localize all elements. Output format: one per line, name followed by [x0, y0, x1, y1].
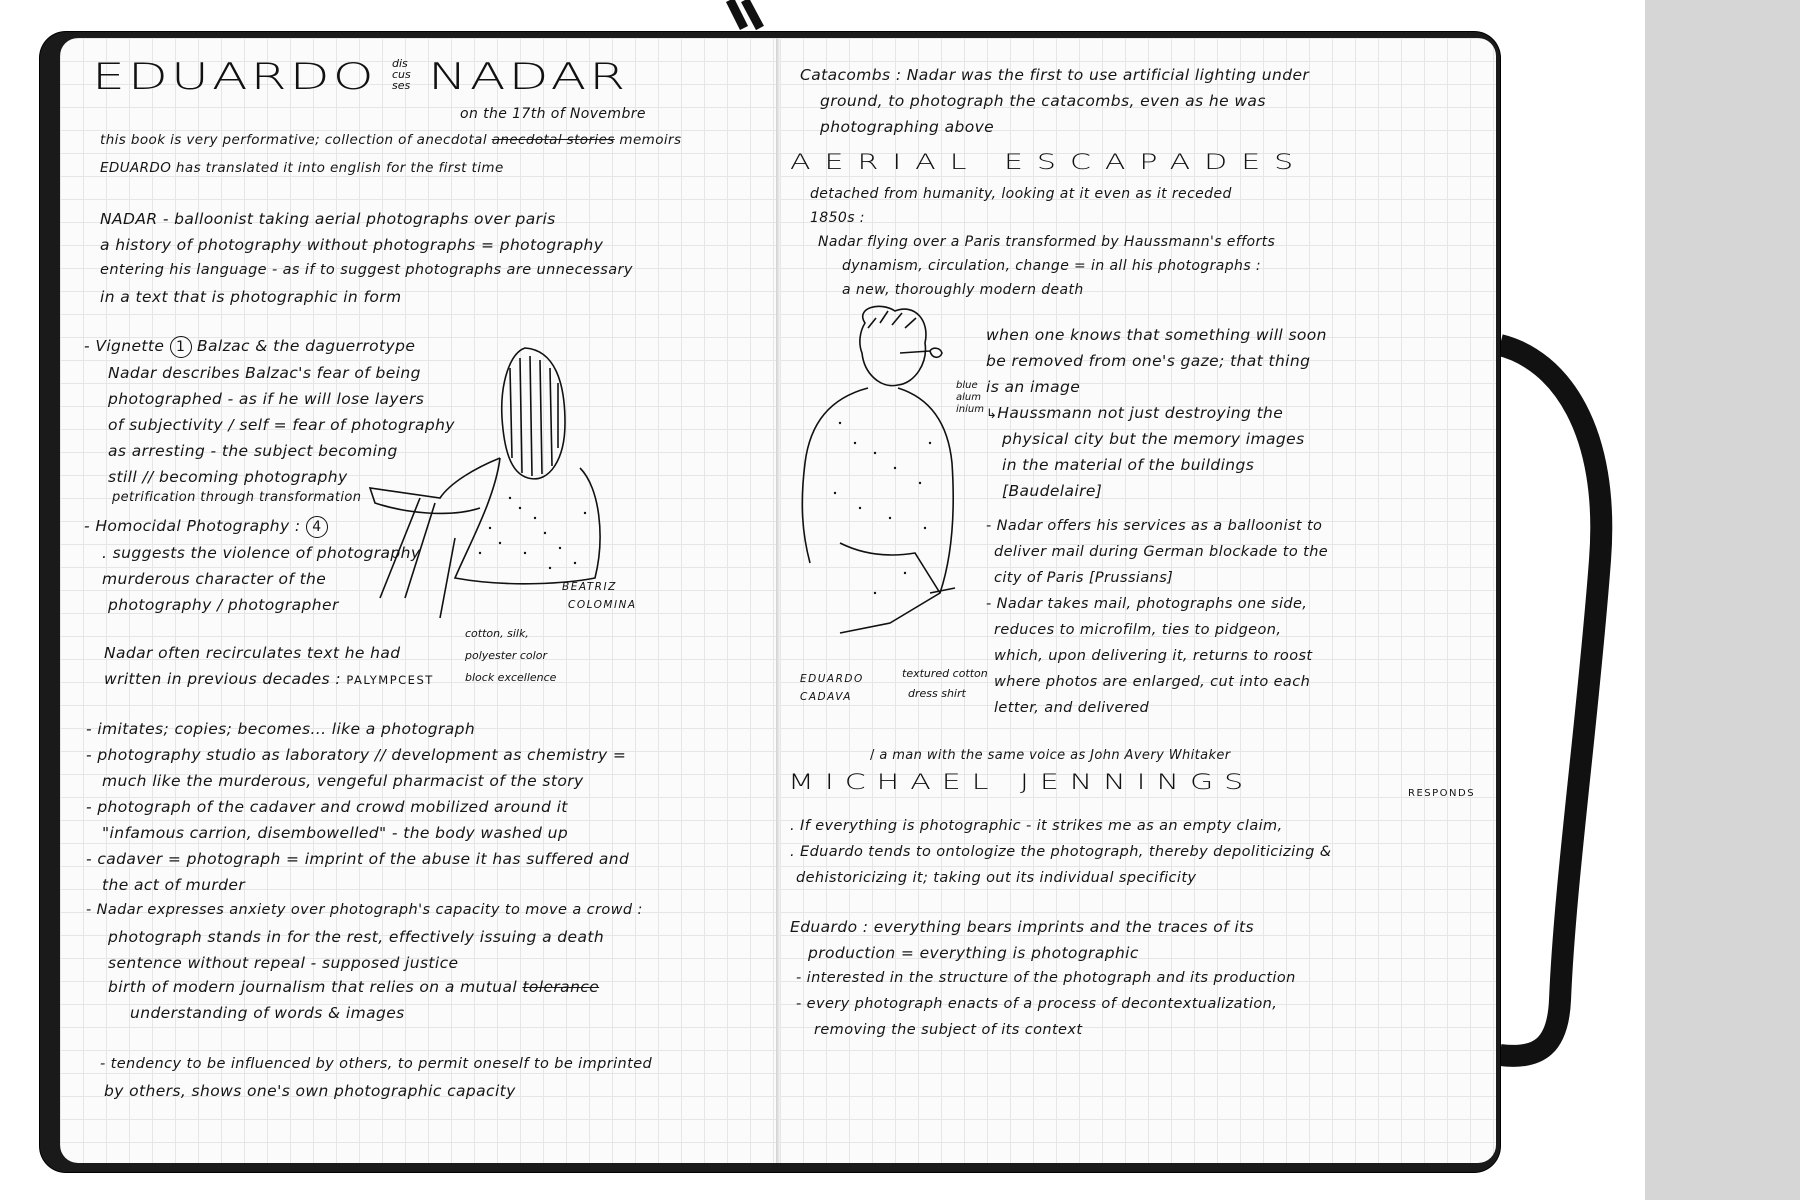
text-line: NADAR - balloonist taking aerial photographs over paris: [100, 210, 556, 228]
text-line: 1850s :: [810, 210, 865, 226]
text-line: - Nadar offers his services as a balloonist to: [986, 518, 1323, 534]
text-line: photograph stands in for the rest, effectively issuing a death: [108, 928, 605, 946]
text-line: detached from humanity, looking at it even as it receded: [810, 186, 1232, 202]
text-line: - tendency to be influenced by others, to permit oneself to be imprinted: [100, 1056, 653, 1072]
note-line: inium: [956, 404, 984, 415]
slash-mark: /: [870, 748, 875, 763]
text-line-part: this book is very performative; collection of anecdotal: [100, 132, 487, 148]
note-line: block excellence: [465, 671, 557, 684]
quote-line: is an image: [986, 378, 1081, 396]
text-line: which, upon delivering it, returns to roost: [994, 648, 1313, 664]
label-eduardo-line: EDUARDO: [800, 673, 864, 685]
vignette-number: 1: [170, 336, 192, 358]
title-eduardo: EDUARDO: [92, 56, 377, 98]
title-discusses: [392, 58, 411, 91]
quote-line: [Baudelaire]: [1002, 482, 1103, 500]
text-line: "infamous carrion, disembowelled" - the body washed up: [102, 824, 569, 842]
note-line: cotton, silk,: [465, 627, 529, 640]
homocidal-number: 4: [306, 516, 328, 538]
text-line: a history of photography without photographs = photography: [100, 236, 604, 254]
quote-line: in the material of the buildings: [1002, 456, 1255, 474]
text-line: murderous character of the: [102, 570, 327, 588]
text-line: dynamism, circulation, change = in all his photographs :: [842, 258, 1261, 274]
quote-line: [986, 404, 1283, 422]
text-line: - every photograph enacts of a process of decontextualization,: [796, 996, 1278, 1012]
text-line: of subjectivity / self = fear of photography: [108, 416, 455, 434]
note-line: polyester color: [465, 649, 547, 662]
text-line: removing the subject of its context: [814, 1022, 1083, 1038]
label-beatriz-line: BEATRIZ: [562, 581, 617, 593]
note-beatriz-clothing: [465, 623, 556, 689]
title-nadar: NADAR: [428, 56, 629, 98]
quote-line-part: Haussmann not just destroying the: [997, 404, 1284, 422]
text-line: Nadar often recirculates text he had: [104, 644, 401, 662]
text-line: petrification through transformation: [112, 490, 362, 505]
text-line: . Eduardo tends to ontologize the photograph, thereby depoliticizing &: [790, 844, 1332, 860]
text-line: city of Paris [Prussians]: [994, 570, 1174, 586]
text-line: EDUARDO has translated it into english for the first time: [100, 160, 504, 176]
heading-aerial-escapades: AERIAL ESCAPADES: [790, 150, 1308, 175]
note-line: dress shirt: [908, 687, 966, 700]
text-line: [100, 132, 681, 148]
text-line: reduces to microfilm, ties to pidgeon,: [994, 622, 1282, 638]
homocidal-title: - Homocidal Photography :: [84, 517, 301, 535]
text-line: by others, shows one's own photographic capacity: [104, 1082, 516, 1100]
text-line: - Nadar takes mail, photographs one side,: [986, 596, 1308, 612]
quote-line: be removed from one's gaze; that thing: [986, 352, 1311, 370]
label-cadava-line: CADAVA: [800, 691, 852, 703]
vignette-title: Balzac & the daguerrotype: [196, 337, 416, 355]
text-line: - photography studio as laboratory // development as chemistry =: [86, 746, 627, 764]
text-line: [104, 670, 434, 688]
note-line: blue: [956, 380, 978, 391]
title-ses: ses: [392, 79, 411, 92]
text-line: photographing above: [820, 118, 995, 136]
text-line: in a text that is photographic in form: [100, 288, 402, 306]
text-line: [108, 978, 599, 996]
palimpsest-word: PALYMPCEST: [346, 673, 434, 687]
text-line: . If everything is photographic - it strikes me as an empty claim,: [790, 818, 1283, 834]
struck-text: anecdotal stories: [491, 132, 615, 148]
text-line: - cadaver = photograph = imprint of the abuse it has suffered and: [86, 850, 630, 868]
note-line: alum: [956, 392, 981, 403]
responds-label: RESPONDS: [1408, 788, 1476, 799]
text-line: - imitates; copies; becomes... like a photograph: [86, 720, 476, 738]
text-line: photography / photographer: [108, 596, 339, 614]
text-line: the act of murder: [102, 876, 246, 894]
text-line: Catacombs : Nadar was the first to use artificial lighting under: [800, 66, 1310, 84]
label-beatriz: [562, 578, 637, 614]
sketch-eduardo-cadava: [780, 303, 980, 663]
date-line: on the 17th of Novembre: [460, 106, 646, 122]
arrow-icon: ↳: [986, 407, 998, 422]
title-cus: cus: [392, 68, 411, 81]
label-colomina-line: COLOMINA: [568, 599, 637, 611]
text-line-part: birth of modern journalism that relies on a mutual: [108, 978, 518, 996]
text-line: dehistoricizing it; taking out its individual specificity: [796, 870, 1197, 886]
text-line: Nadar flying over a Paris transformed by Haussmann's efforts: [818, 234, 1276, 250]
aside-line: [870, 748, 1231, 763]
memoirs-text: memoirs: [619, 132, 682, 148]
text-line: sentence without repeal - supposed justice: [108, 954, 459, 972]
text-line: entering his language - as if to suggest photographs are unnecessary: [100, 262, 633, 278]
note-eduardo-clothing: [902, 664, 988, 704]
text-line: Nadar describes Balzac's fear of being: [108, 364, 421, 382]
text-line: letter, and delivered: [994, 700, 1150, 716]
text-line-part: written in previous decades :: [104, 670, 341, 688]
text-line: much like the murderous, vengeful pharmacist of the story: [102, 772, 584, 790]
vignette-label: - Vignette: [84, 337, 165, 355]
text-line: as arresting - the subject becoming: [108, 442, 398, 460]
text-line: Eduardo : everything bears imprints and the traces of its: [790, 918, 1254, 936]
quote-line: physical city but the memory images: [1002, 430, 1305, 448]
text-line: deliver mail during German blockade to the: [994, 544, 1329, 560]
text-line: a new, thoroughly modern death: [842, 282, 1084, 298]
text-line: - interested in the structure of the photograph and its production: [796, 970, 1296, 986]
title-dis: dis: [392, 57, 408, 70]
aside-text: a man with the same voice as John Avery Whitaker: [879, 748, 1231, 763]
text-line: understanding of words & images: [130, 1004, 405, 1022]
heading-michael-jennings: MICHAEL JENNINGS: [788, 770, 1255, 795]
left-page: [60, 38, 780, 1163]
right-page: [780, 38, 1496, 1163]
text-line: photographed - as if he will lose layers: [108, 390, 425, 408]
struck-text: tolerance: [522, 978, 600, 996]
label-eduardo: [800, 670, 864, 706]
text-line: where photos are enlarged, cut into each: [994, 674, 1311, 690]
quote-line: when one knows that something will soon: [986, 326, 1327, 344]
text-line: still // becoming photography: [108, 468, 348, 486]
text-line: - photograph of the cadaver and crowd mobilized around it: [86, 798, 568, 816]
text-line: ground, to photograph the catacombs, even as he was: [820, 92, 1266, 110]
text-line: production = everything is photographic: [808, 944, 1139, 962]
note-line: textured cotton: [902, 667, 988, 680]
text-line: - Nadar expresses anxiety over photograph's capacity to move a crowd :: [86, 902, 643, 918]
homocidal-line: [84, 516, 328, 538]
text-line: . suggests the violence of photography: [102, 544, 421, 562]
